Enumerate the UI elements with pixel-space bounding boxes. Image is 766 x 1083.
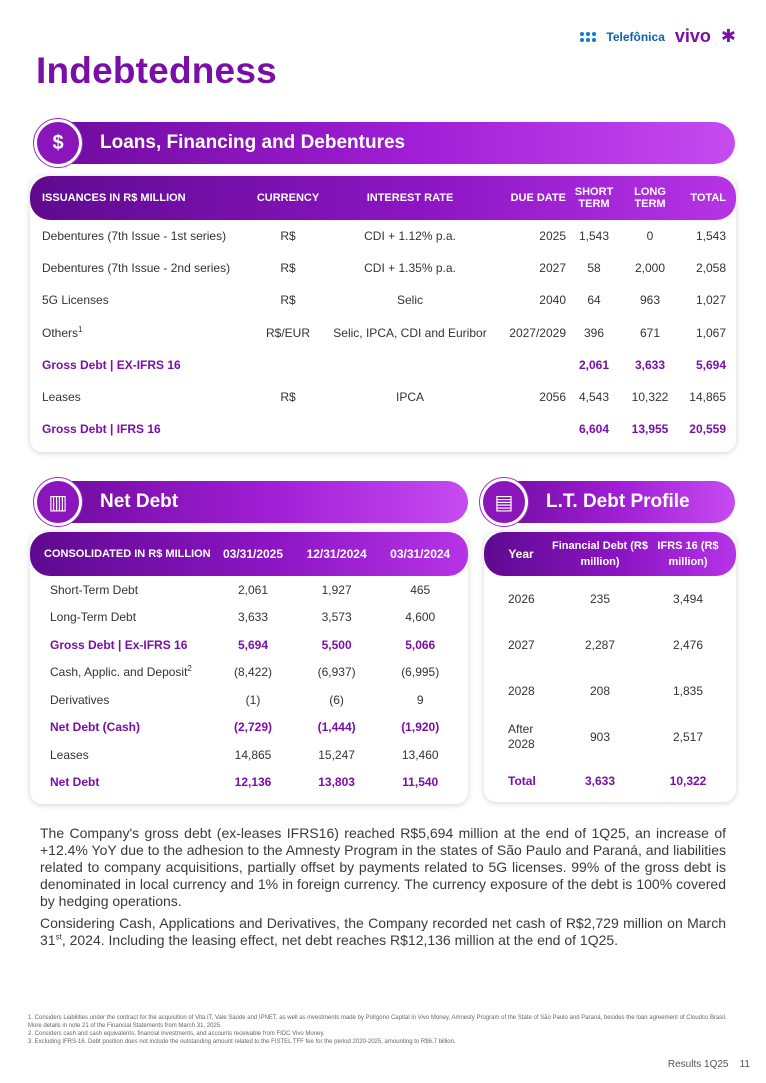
loans-row [42,350,726,380]
net-debt-cell [378,775,462,789]
net-debt-cell-text: Net Debt [50,775,100,790]
net-debt-row [50,769,462,797]
loans-cell [678,358,726,372]
loans-row [42,220,726,252]
loans-cell [566,358,622,372]
loans-cell-text: 20,559 [689,422,726,436]
page-footer [668,1059,750,1070]
loans-cell-text: 2027/2029 [509,326,566,340]
footnote-3: 3. Excluding IFRS-16. Debt position does not include the outstanding amount related to the FISTEL TFF fee for the period 2020-2025, amounting to R$6.7 billion. [28,1039,456,1045]
footnote-marker: 1 [78,325,83,334]
loans-cell [566,229,622,243]
loans-cell [42,326,250,340]
loans-cell [250,261,326,275]
net-debt-cell-text: 2,061 [238,582,269,597]
loans-cell-text: 0 [646,229,654,243]
lt-profile-cell: 2,287 [584,638,616,652]
loans-cell-text: 14,865 [689,390,726,404]
header-total: TOTAL [690,192,726,204]
net-debt-table-header [30,532,468,576]
net-debt-cell-text: Net Debt (Cash) [50,720,141,735]
loans-cell-text: 2025 [539,229,566,243]
paragraph-gross-debt: The Company's gross debt (ex-leases IFRS16) reached R$5,694 million at the end of 1Q25, an increase of +12.4% YoY due to the adhesion to the Amnesty Program in the states of São Paulo and Paraná, and liabilities related to company acquisitions, partially offset by payments related to 5G licenses. 99% of the gross debt is denominated in local currency and 1% in foreign currency. The currency exposure of the debt is 100% covered by hedging operations. [40,825,726,909]
header-consolidated: CONSOLIDATED IN R$ MILLION [44,548,211,560]
loans-cell-text: 1,067 [695,326,726,340]
net-debt-cell [50,748,211,762]
loans-cell-text: 3,633 [634,358,666,372]
net-debt-cell [378,720,462,734]
loans-cell [678,422,726,436]
net-debt-cell-text: 4,600 [405,610,436,625]
loans-cell-text: 2040 [539,293,566,307]
footnote-2: 2. Considers cash and cash equivalents, financial investments, and accounts receivable from FIDC Vivo Money. [28,1031,325,1037]
net-debt-cell [50,583,211,597]
loans-cell-text: 2,000 [634,261,666,275]
loans-cell [566,422,622,436]
net-debt-banner [38,481,468,523]
footnote-1: 1. Considers Liabilities under the contract for the acquisition of Vita IT, Vale Saúde and IPNET, as well as investments made by Polígono Capital in Vivo Money, Amnesty Program of the State of São Paulo and Paraná, besides the loan agreement of Cloudco Brasil. More details in note 21 of the Financial Statements from March 31, 2025. [28,1015,727,1029]
loans-cell-text: 2,061 [578,358,610,372]
loans-row [42,414,726,444]
header-financial-debt: Financial Debt (R$ million) [552,540,648,568]
net-debt-row [50,659,462,687]
net-debt-cell-text: 1,927 [321,582,352,597]
loans-cell-text: 1,543 [578,229,610,243]
loans-cell-text: Gross Debt | IFRS 16 [42,422,161,436]
net-debt-cell [50,665,211,679]
loans-cell-text: IPCA [395,390,424,404]
net-debt-cell [211,693,295,707]
net-debt-cell-text: 15,247 [318,747,355,762]
footnotes [28,1014,728,1046]
loans-cell-text: R$ [280,261,296,275]
net-debt-cell-text: Short-Term Debt [50,582,139,597]
net-debt-cell [378,638,462,652]
loans-cell [250,293,326,307]
documents-icon: ▤ [480,478,528,526]
loans-cell [42,229,250,243]
lt-profile-cell: 1,835 [672,684,704,698]
vivo-figure-icon: ✱ [720,26,736,46]
loans-cell-text: Leases [42,390,81,404]
loans-cell-text: R$ [280,390,296,404]
net-debt-cell [295,583,379,597]
loans-cell [250,326,326,340]
net-debt-cell-text: (6,937) [317,665,356,680]
net-debt-row [50,714,462,742]
net-debt-cell [378,610,462,624]
telefonica-logo-icon [580,32,596,42]
loans-cell-text: 1,543 [695,229,726,243]
net-debt-cell-text: (8,422) [234,665,273,680]
net-debt-cell [378,748,462,762]
lt-profile-table-body [484,576,736,802]
loans-cell [250,390,326,404]
net-debt-cell-text: Long-Term Debt [50,610,137,625]
loans-row [42,284,726,316]
vivo-logo: vivo [674,26,711,46]
loans-cell-text: 963 [639,293,661,307]
loans-cell-text: 5,694 [695,358,726,372]
net-debt-cell [378,665,462,679]
net-debt-cell [50,638,211,652]
telefonica-logo: Telefônica [606,29,665,44]
brand-logos [580,26,736,47]
loans-cell [622,261,678,275]
loans-cell-text: 64 [587,293,601,307]
loans-cell-text: Selic, IPCA, CDI and Euribor [333,326,487,340]
net-debt-cell-text: 14,865 [234,747,272,762]
header-date-3: 03/31/2024 [390,547,451,561]
net-debt-cell-text: 5,066 [405,637,436,652]
net-debt-cell-text: Derivatives [50,692,110,707]
net-debt-cell [295,693,379,707]
net-debt-cell [211,775,295,789]
net-debt-cell [378,693,462,707]
lt-profile-row [490,714,730,760]
header-currency: CURRENCY [256,192,320,204]
loans-cell-text: 5G Licenses [42,293,109,307]
lt-profile-cell: 3,494 [672,592,704,606]
net-debt-row [50,741,462,769]
loans-cell-text: 2027 [539,261,566,275]
net-debt-cell-text: 13,803 [318,775,355,790]
loans-cell-text: 6,604 [578,422,610,436]
loans-table [30,176,736,452]
header-long-term: LONG TERM [634,186,666,210]
header-short-term: SHORT TERM [574,186,614,210]
loans-cell [622,422,678,436]
net-debt-cell [295,610,379,624]
net-debt-cell [211,748,295,762]
loans-cell-text: CDI + 1.35% p.a. [364,261,456,275]
page-number: 11 [739,1059,750,1070]
loans-cell [326,261,494,275]
lt-profile-table [484,532,736,802]
net-debt-cell [211,720,295,734]
lt-profile-cell: Total [508,773,536,788]
net-debt-cell-text: (1,920) [401,720,440,735]
loans-cell [42,422,250,436]
loans-banner-title: Loans, Financing and Debentures [100,132,406,153]
net-debt-cell-text: (6) [329,692,344,707]
loans-cell [678,326,726,340]
net-debt-cell [295,665,379,679]
header-date-2: 12/31/2024 [306,547,367,561]
net-debt-cell-text: (2,729) [234,720,273,735]
loans-cell [494,326,566,340]
net-debt-cell-text: 5,694 [238,637,269,652]
loans-cell-text: 4,543 [578,390,610,404]
net-debt-banner-title: Net Debt [100,491,179,512]
net-debt-cell-text: 12,136 [234,775,272,790]
loans-cell [326,293,494,307]
lt-profile-cell: 2,517 [672,730,704,744]
net-debt-row [50,576,462,604]
footer-label: Results 1Q25 [667,1059,729,1070]
loans-cell-text: 10,322 [631,390,669,404]
net-debt-cell [211,665,295,679]
net-debt-cell-text: Cash, Applic. and Deposit [50,665,188,680]
header-year: Year [508,547,534,561]
net-debt-cell-text: (1) [245,692,261,707]
loans-row [42,316,726,350]
net-debt-cell-text: 9 [416,692,424,707]
net-debt-table [30,532,468,804]
loans-cell [494,293,566,307]
net-debt-cell-text: (1,444) [317,720,356,735]
header-due-date: DUE DATE [510,192,566,204]
net-debt-cell [50,775,211,789]
loans-cell [326,229,494,243]
loans-cell [494,390,566,404]
lt-profile-cell: 2027 [508,637,535,652]
lt-profile-banner [484,481,735,523]
loans-cell [42,390,250,404]
net-debt-cell-text: Gross Debt | Ex-IFRS 16 [50,637,188,652]
money-hand-icon: $ [34,119,82,167]
loans-table-header [30,176,736,220]
net-debt-cell-text: 3,573 [321,610,352,625]
net-debt-cell-text: (6,995) [401,665,440,680]
loans-cell-text: 1,027 [695,293,726,307]
loans-cell [566,261,622,275]
loans-cell [678,229,726,243]
net-debt-cell [295,775,379,789]
loans-cell [326,326,494,340]
net-debt-row [50,631,462,659]
paragraph-net-cash-part2: , 2024. Including the leasing effect, net debt reaches R$12,136 million at the end of 1Q25. [61,932,619,948]
loans-cell [678,293,726,307]
loans-cell [42,293,250,307]
loans-cell [622,293,678,307]
net-debt-cell [378,583,462,597]
net-debt-cell-text: 3,633 [238,610,269,625]
paragraph-net-cash-part1: Considering Cash, Applications and Derivatives, the Company recorded net cash of R$2,729 million on March 31 [40,915,726,948]
loans-cell-text: Debentures (7th Issue - 2nd series) [42,261,231,275]
net-debt-row [50,686,462,714]
net-debt-cell [50,720,211,734]
loans-cell-text: 2,058 [695,261,726,275]
lt-profile-row [490,576,730,622]
lt-profile-banner-title: L.T. Debt Profile [546,491,690,512]
loans-table-body [30,220,736,444]
loans-cell-text: 58 [587,261,601,275]
loans-cell [494,261,566,275]
lt-profile-cell: 3,633 [584,774,616,788]
lt-profile-cell: 2,476 [672,638,704,652]
loans-cell-text: Debentures (7th Issue - 1st series) [42,229,227,243]
loans-cell-text: R$ [280,293,296,307]
loans-cell [494,229,566,243]
loans-cell [42,358,250,372]
loans-cell-text: Selic [396,293,423,307]
loans-cell-text: CDI + 1.12% p.a. [364,229,456,243]
header-ifrs16: IFRS 16 (R$ million) [657,540,719,568]
loans-cell [42,261,250,275]
loans-cell [622,390,678,404]
loans-cell-text: Others [42,326,79,340]
lt-profile-row [490,760,730,802]
net-debt-cell [211,638,295,652]
net-debt-cell-text: Leases [50,747,89,762]
net-debt-cell [295,720,379,734]
net-debt-cell-text: 13,460 [401,747,439,762]
lt-profile-cell: After 2028 [508,722,535,751]
loans-cell [622,358,678,372]
lt-profile-cell: 2026 [508,591,535,606]
loans-cell-text: R$ [280,229,296,243]
header-date-1: 03/31/2025 [222,547,284,561]
loans-cell [678,261,726,275]
page-title: Indebtedness [36,50,277,91]
lt-profile-table-header [484,532,736,576]
lt-profile-cell: 2028 [508,683,535,698]
lt-profile-cell: 208 [589,684,611,698]
lt-profile-row [490,622,730,668]
net-debt-table-body [30,576,468,796]
loans-cell-text: 2056 [539,390,566,404]
net-debt-cell-text: 465 [410,582,431,597]
paragraph-net-cash [40,915,726,949]
loans-cell-text: Gross Debt | EX-IFRS 16 [42,358,181,372]
bar-chart-icon: ▥ [34,478,82,526]
loans-cell [566,293,622,307]
lt-profile-cell: 903 [589,730,611,744]
loans-row [42,380,726,414]
net-debt-cell [295,748,379,762]
loans-cell-text: 396 [583,326,605,340]
loans-cell-text: 671 [639,326,661,340]
net-debt-cell [50,693,211,707]
lt-profile-cell: 235 [589,592,611,606]
loans-banner [38,122,735,164]
net-debt-cell [50,610,211,624]
loans-cell [622,326,678,340]
header-interest-rate: INTEREST RATE [366,192,454,204]
net-debt-cell-text: 11,540 [402,775,439,790]
lt-profile-row [490,668,730,714]
net-debt-cell [211,610,295,624]
header-issuances: ISSUANCES IN R$ MILLION [42,192,186,204]
net-debt-cell [295,638,379,652]
footnote-marker: 2 [187,664,192,674]
loans-row [42,252,726,284]
net-debt-cell-text: 5,500 [321,637,352,652]
loans-cell [622,229,678,243]
loans-cell [250,229,326,243]
paragraph-net-cash-sup: st [55,932,62,942]
lt-profile-cell: 10,322 [669,774,707,788]
loans-cell-text: R$/EUR [265,326,310,340]
loans-cell [678,390,726,404]
loans-cell [566,390,622,404]
loans-cell [566,326,622,340]
loans-cell [326,390,494,404]
net-debt-cell [211,583,295,597]
loans-cell-text: 13,955 [631,422,669,436]
net-debt-row [50,604,462,632]
